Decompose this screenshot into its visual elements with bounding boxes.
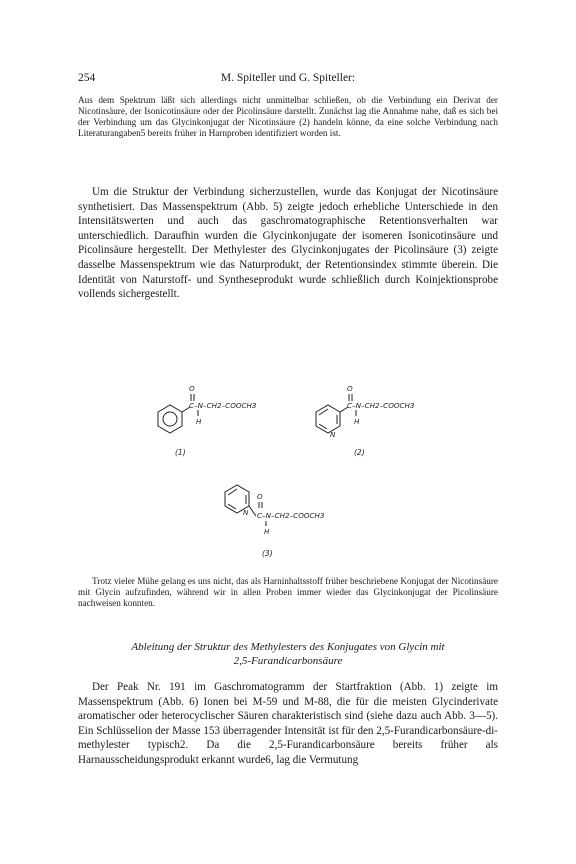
structure-2-label: (2) xyxy=(354,448,365,457)
section-heading-line-2: 2,5-Furandicarbonsäure xyxy=(233,655,343,667)
structure-1 xyxy=(138,380,278,460)
structure-2-nitrogen: N xyxy=(330,430,336,439)
structure-2-chain: C–N–CH2–COOCH3 xyxy=(347,401,415,410)
structure-1-oxygen: O xyxy=(189,384,195,393)
structure-1-chain: C–N–CH2–COOCH3 xyxy=(189,401,257,410)
paragraph-small-2: Trotz vieler Mühe gelang es uns nicht, das als Harninhaltsstoff früher beschriebene Konjugat der Nicotinsäure mit Glycin aufzufinden, während wir in allen Proben immer wieder das Glycinkonjugat der Picolinsäure nachweisen konnten. xyxy=(78,576,498,609)
section-heading-line-1: Ableitung der Struktur des Methylesters des Konjugates von Glycin mit xyxy=(131,641,445,653)
structure-3-chain: C–N–CH2–COOCH3 xyxy=(257,511,325,520)
structure-2-hydrogen: H xyxy=(354,417,360,426)
structure-1-label: (1) xyxy=(175,448,186,457)
page-number: 254 xyxy=(78,72,96,84)
paragraph-small-1: Aus dem Spektrum läßt sich allerdings nicht unmittelbar schließen, ob die Verbindung ein Derivat der Nicotinsäure, der Isonicotinsäure oder der Picolinsäure darstellt. Zunächst lag die Annahme nahe, daß es sich bei der Verbindung um das Glycinkonjugat der Nicotinsäure (2) handeln könne, da eine solche Verbindung nach Literaturangaben5 bereits früher in Harnproben identifiziert worden ist. xyxy=(78,95,498,139)
running-head: M. Spiteller und G. Spiteller: xyxy=(220,72,356,84)
structure-3-nitrogen: N xyxy=(243,508,249,517)
structure-3-label: (3) xyxy=(262,549,273,558)
structure-3-hydrogen: H xyxy=(264,527,270,536)
paragraph-body-1: Um die Struktur der Verbindung sicherzustellen, wurde das Konjugat der Nicotinsäure synthetisiert. Das Massenspektrum (Abb. 5) zeigte jedoch erhebliche Unterschiede in den Intensitätswerten und auch das gaschromatographische Retentionsverhalten war unterschiedlich. Daraufhin wurden die Glycinkonjugate der isomeren Isonicotinsäure und Picolinsäure hergestellt. Der Methylester des Glycinkonjugates der Picolinsäure (3) zeigte dasselbe Massenspektrum wie das Naturprodukt, der Retentionsindex stimmte überein. Die Identität von Naturstoff- und Syntheseprodukt wurde schließlich durch Koinjektionsprobe vollends sichergestellt. xyxy=(78,186,498,301)
structure-2 xyxy=(296,380,446,460)
section-heading xyxy=(78,640,498,668)
structure-3 xyxy=(205,472,355,562)
structure-2-oxygen: O xyxy=(347,384,353,393)
benzene-ring-1 xyxy=(158,405,182,433)
structure-1-hydrogen: H xyxy=(196,417,202,426)
paragraph-body-2: Der Peak Nr. 191 im Gaschromatogramm der Startfraktion (Abb. 1) zeigte im Massenspektrum (Abb. 6) Ionen bei M-59 und M-88, die für die meisten Glycinderivate aromatischer oder heterocyclischer Säuren charakteristisch sind (siehe dazu auch Abb. 3—5). Ein Schlüsselion der Masse 153 überragender Intensität ist für den 2,5-Furandicarbonsäure-di-methylester typisch2. Da die 2,5-Furandicarbonsäure bereits früher als Harnausscheidungsprodukt erkannt wurde6, lag die Vermutung xyxy=(78,681,498,766)
structure-3-oxygen: O xyxy=(257,492,263,501)
